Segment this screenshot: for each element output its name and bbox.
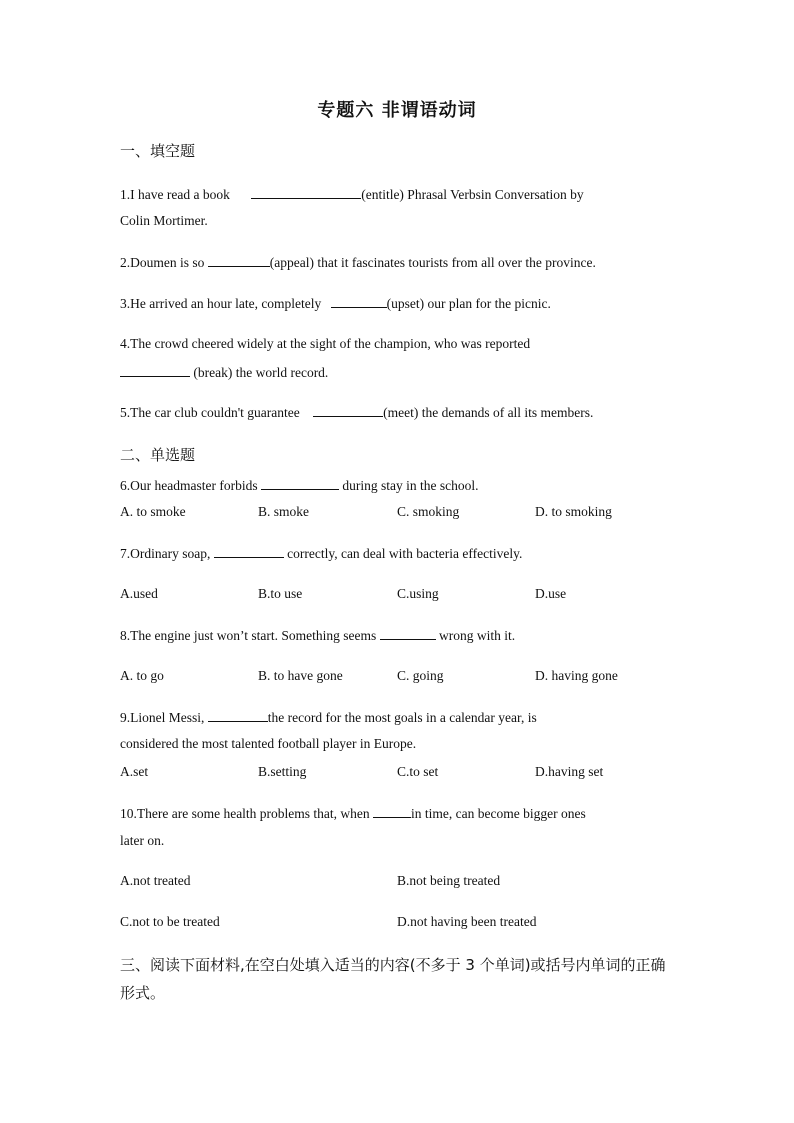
q9-option-b[interactable]: B.setting xyxy=(258,764,307,779)
question-9-text-a: 9.Lionel Messi, xyxy=(120,710,205,725)
q6-option-a[interactable]: A. to smoke xyxy=(120,504,186,519)
q7-option-d[interactable]: D.use xyxy=(535,586,567,601)
q8-option-a[interactable]: A. to go xyxy=(120,668,164,683)
q9-option-d[interactable]: D.having set xyxy=(535,764,604,779)
question-4-line-1: 4.The crowd cheered widely at the sight of the champion, who was reported xyxy=(120,336,531,351)
question-5-text-a: 5.The car club couldn't guarantee xyxy=(120,405,300,420)
question-6 xyxy=(120,477,478,494)
question-2-text-b: (appeal) that it fascinates tourists from all over the province. xyxy=(269,255,596,270)
question-3 xyxy=(120,295,551,312)
section-heading-fill-in: 一、填空题 xyxy=(120,142,196,160)
question-2-text-a2: 2.Doumen is so xyxy=(120,255,205,270)
question-7-text-a: 7.Ordinary soap, xyxy=(120,546,211,561)
q6-option-d[interactable]: D. to smoking xyxy=(535,504,612,519)
question-7 xyxy=(120,545,522,562)
question-3-text-a: 3.He arrived an hour late, completely xyxy=(120,296,322,311)
question-1-line-2: Colin Mortimer. xyxy=(120,213,208,228)
question-5-text-b: (meet) the demands of all its members. xyxy=(383,405,594,420)
answer-blank-4[interactable] xyxy=(120,364,190,377)
section-heading-reading: 三、阅读下面材料,在空白处填入适当的内容(不多于 3 个单词)或括号内单词的正确形式。 xyxy=(120,956,666,1002)
question-8-text-a: 8.The engine just won’t start. Something seems xyxy=(120,628,377,643)
q6-option-c[interactable]: C. smoking xyxy=(397,504,460,519)
question-9-text-b: the record for the most goals in a calendar year, is xyxy=(267,710,537,725)
answer-blank-9[interactable] xyxy=(208,709,268,722)
answer-blank-8[interactable] xyxy=(380,627,436,640)
question-7-text-b: correctly, can deal with bacteria effectively. xyxy=(287,546,523,561)
answer-blank-1[interactable] xyxy=(251,186,361,199)
q9-option-c[interactable]: C.to set xyxy=(397,764,439,779)
question-10-line-2: later on. xyxy=(120,833,165,848)
question-6-text-b: during stay in the school. xyxy=(342,478,479,493)
q7-option-a[interactable]: A.used xyxy=(120,586,158,601)
question-10-text-b: in time, can become bigger ones xyxy=(411,806,586,821)
q9-option-a[interactable]: A.set xyxy=(120,764,149,779)
question-2 xyxy=(120,254,596,271)
section-heading-multiple-choice: 二、单选题 xyxy=(120,446,196,464)
answer-blank-10[interactable] xyxy=(373,805,411,818)
page-title: 专题六 非谓语动词 xyxy=(317,100,477,121)
question-8 xyxy=(120,627,515,644)
q10-option-a[interactable]: A.not treated xyxy=(120,873,191,888)
question-1-text-b: (entitle) Phrasal Verbsin Conversation by xyxy=(361,187,584,202)
question-9-line-1 xyxy=(120,709,537,726)
q8-option-c[interactable]: C. going xyxy=(397,668,444,683)
q10-option-c[interactable]: C.not to be treated xyxy=(120,914,220,929)
question-4-line-2 xyxy=(120,364,328,381)
question-3-text-b: (upset) our plan for the picnic. xyxy=(386,296,551,311)
answer-blank-2[interactable] xyxy=(208,254,270,267)
question-6-text-a: 6.Our headmaster forbids xyxy=(120,478,258,493)
q8-option-b[interactable]: B. to have gone xyxy=(258,668,343,683)
q10-option-d[interactable]: D.not having been treated xyxy=(397,914,537,929)
q7-option-b[interactable]: B.to use xyxy=(258,586,303,601)
q10-option-b[interactable]: B.not being treated xyxy=(397,873,501,888)
answer-blank-5[interactable] xyxy=(313,404,383,417)
question-10-line-1 xyxy=(120,805,586,822)
question-9-line-2: considered the most talented football player in Europe. xyxy=(120,736,417,751)
answer-blank-7[interactable] xyxy=(214,545,284,558)
question-8-text-b: wrong with it. xyxy=(438,628,516,643)
q8-option-d[interactable]: D. having gone xyxy=(535,668,618,683)
question-1-line-1 xyxy=(120,186,584,203)
question-1-text-a: 1.I have read a book xyxy=(120,187,230,202)
q6-option-b[interactable]: B. smoke xyxy=(258,504,310,519)
answer-blank-3[interactable] xyxy=(331,295,387,308)
answer-blank-6[interactable] xyxy=(261,477,339,490)
question-10-text-a: 10.There are some health problems that, when xyxy=(120,806,370,821)
q7-option-c[interactable]: C.using xyxy=(397,586,439,601)
question-4-text-b: (break) the world record. xyxy=(193,365,329,380)
question-5 xyxy=(120,404,593,421)
